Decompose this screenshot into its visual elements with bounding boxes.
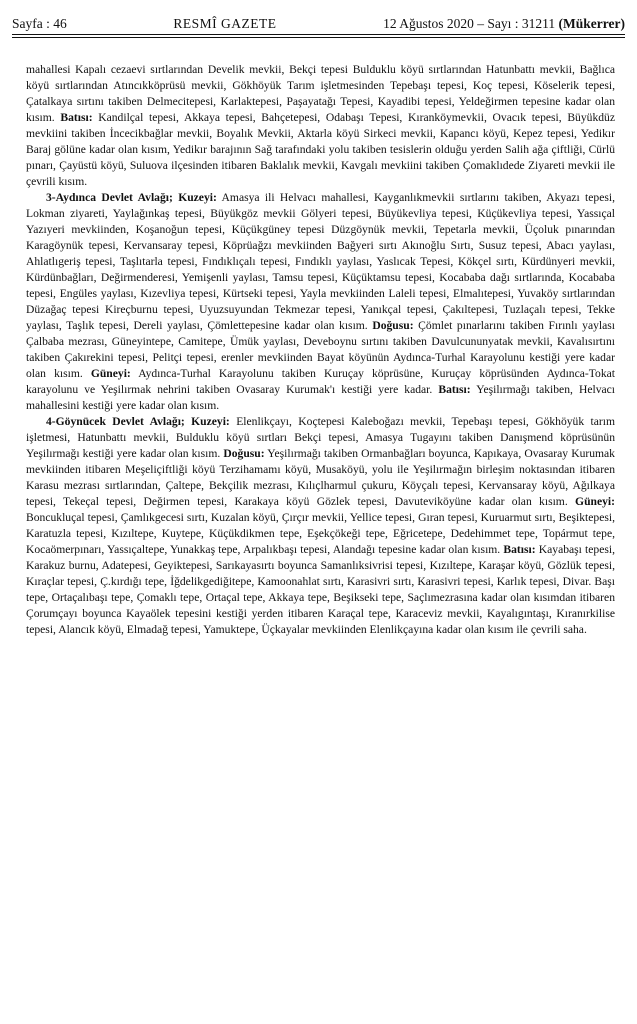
p3-text-3: Boncukluçal tepesi, Çamlıkgecesi sırtı, Kuzalan köyü, Çırçır mevkii, Yellice tepesi, Gıran tepesi, Kuruarmut sırtı, Beşiktepesi, Karatuzla tepesi, Kızıltepe, Kuytepe, Küçükdikmen tepe, Eşekçökeği tepe, Eğricetepe, Dedehimmet tepe, Topármut tepe, Kocaömerpınarı, Yassıçaltepe, Yunakkaş tepe, Arpalıkbaşı tepesi, Alandağı tepesine kadar olan kısım. [26, 511, 615, 556]
p3-label-east: Doğusu: [223, 447, 265, 460]
p3-text-1: Elenlikçayı, Koçtepesi Kaleboğazı mevkii, Tepebaşı tepesi, Gökhöyük tarım işletmesi, Hatunbattı mevkii, Bulduklu köyü sırtları Bekçi tepesi, Amasya Tugayını takiben Danışmend köprüsünün Yeşilırmağı kestiği yere kadar olan kısım. [26, 415, 615, 460]
paragraph-1 [26, 62, 615, 190]
p2-label-south: Güneyi: [90, 367, 131, 380]
p3-text-4: Kayabaşı tepesi, Karakuz burnu, Adatepesi, Geyiktepesi, Sarıkayasırtı boyunca Samanlıksivrisi tepesi, Kızıltepe, Karaşar köyü, Gözlük tepesi, Kıraçlar tepesi, Ç.kırdığı tepe, İğdelikgediğitepe, Kamoonahlat sırtı, Karasivri sırtı, Karasivri tepesi, Karlık tepesi, Divar. Başı tepe, Ortaçalıbaşı tepe, Çomaklı tepe, Ortaçal tepe, Akkaya tepe, Beşikseki tepe, Saçlımezrasına kadar olan kısımdan itibaren Çorumçayı boyunca Kayaölek tepesini kestiği yerden itibaren Karaçal tepe, Karaceviz mevkii, Kayalıgıntaşı, Kıranırkilise tepesi, Alancık köyü, Elmadağ tepesi, Yamuktepe, Üçkayalar mevkiinden Elenlikçayına kadar olan kısım ile çevrili saha. [26, 543, 615, 636]
gazette-title: RESMÎ GAZETE [173, 16, 277, 31]
p2-label-east: Doğusu: [372, 319, 414, 332]
document-body [26, 62, 615, 638]
p2-text-3: Aydınca-Turhal Karayolunu takiben Kuruçay köprüsüne, Kuruçay köprüsünden Aydınca-Tokat karayolunu ve Yeşilırmak nehrini takiben Ovasaray Kurumak'ı kestiği yere kadar. [26, 367, 615, 396]
p1-label-west: Batısı: [60, 111, 93, 124]
p1-text-2: Kandilçal tepesi, Akkaya tepesi, Bahçetepesi, Odabaşı Tepesi, Kıranköymevkii, Ovacık tepesi, Büyükdüz mevkiini takiben İncecikbağlar mevkii, Boyalık Mevkii, Aktarla köyü Sirkeci mevkii, Kapancı köyü, Kepez tepesi, Yedikır Baraj gölüne kadar olan kısım, Yedikır barajının Sağ tarafındaki yolu takiben tesislerin olduğu yerden Salih ağa çiftliği, Cürlü pınarı, Çayüstü köyü, Suluova ilçesinden itibaren Baklalık mevkii, Kavgalı mevkiini takiben Çomaklıdede Ziyareti mevkii ile çevrili kısım. [26, 111, 615, 188]
p3-label-south: Güneyi: [575, 495, 615, 508]
p3-text-2: Yeşilırmağı takiben Ormanbağları boyunca, Kapıkaya, Ovasaray Kurumak mevkiinden itibaren Meşeliçiftliği köyü Terzihamamı köyü, Musaköyü, yolu ile Yeşilırmağın birleşim noktasından itibaren Karasu mezrası sırtlarından, Çaltepe, Bekçilik mezrası, Kılıçlharmul çukuru, Köyçalı tepesi, Kervansaray köyü, Ağılkaya tepesi, Tekeçal tepesi, Değirmen tepesi, Karakaya köyü Gözlek tepesi, Davuteviköyüne kadar olan kısım. [26, 447, 615, 508]
paragraph-2 [26, 190, 615, 414]
issue-date-text: 12 Ağustos 2020 – Sayı : 31211 [383, 16, 556, 31]
page-number: Sayfa : 46 [12, 16, 67, 31]
paragraph-3 [26, 414, 615, 638]
p2-text-2: Çömlet pınarlarını takiben Fırınlı yaylası Çalbaba mezrası, Güneyintepe, Camitepe, Ümük yaylası, Deveboynu sırtını takiben Davulcununyatak mevkii, Kavalısırtını takiben Çakırekini tepesi, Pelitçi tepesi, erenler mevkiinden Bayat köyünün Aydınca-Turhal Karayolunu kestiği yere kadar olan kısım. [26, 319, 615, 380]
issue-date [383, 16, 625, 32]
header-rule-thick [12, 34, 625, 35]
p2-label-west: Batısı: [438, 383, 471, 396]
header-rule-thin [12, 37, 625, 38]
p2-text-1: Amasya ili Helvacı mahallesi, Kayganlıkmevkii sırtlarını takiben, Akyazı tepesi, Lokman ziyareti, Yaylağınkaş tepesi, Büyükgöz mevkii Gölyeri tepesi, Büyükevliya tepesi, Küçükevliya tepesi, Yassıçal Yazıyeri mevkiinden, Koşanoğun tepesi, Küçükgüney tepesi Düzgöynük mevkii, Tepetarla mevkii, Üçoluk pınarından Karagöynük tepesi, Kervansaray tepesi, Köprüağzı mevkiinden Bağyeri sırtı Akınoğlu Sırtı, Susuz tepesi, Abacı yaylası, Ahlatlıgeriş tepesi, Taşlıtarla tepesi, Fındıklıçalı tepesi, Fındıklı yaylası, Yaslıcak Tepesi, Kökçel sırtı, Kürdünyeri mevkii, Kürdünbağları, Değirmenderesi, Yemişenli yaylası, Tamsu tepesi, Küçüktamsu tepesi, Kocababa dağı sırtlarında, Kocababa tepesi, Engüles yaylası, Kızevliya tepesi, Kürtseki tepesi, Yayla mevkiinden Laleli tepesi, Elmalıtepesi, Yuvaköy sırtlarından Düzağaç tepesi Kireçburnu tepesi, Uyuzsuyundan Tekmezar tepesi, Yanıkçal tepesi, Çakıltepesi, Tuzlaçalı tepesi, Tekke yaylası, Taşlık tepesi, Dereli yaylası, Çömlettepesine kadar olan kısım. [26, 191, 615, 332]
p1-text-1: mahallesi Kapalı cezaevi sırtlarından Develik mevkii, Bekçi tepesi Bulduklu köyü sırtlarından Hatunbattı mevkii, Bağlıca köyü sırtlarından Atıncıkköprüsü mevkii, Gökhöyük Tarım işletmesinden Tepebaşı tepesi, Koç tepesi, Köselerik tepesi, Çatalkaya sırtını takiben Delmecitepesi, Karlaktepesi, Paşayatağı Tepesi, Kayadibi tepesi, Yeldeğirmen tepesine kadar olan kısım. [26, 63, 615, 124]
p3-heading: 4-Göynücek Devlet Avlağı; Kuzeyi: [46, 415, 230, 428]
p2-heading: 3-Aydınca Devlet Avlağı; Kuzeyi: [46, 191, 217, 204]
issue-edition: (Mükerrer) [558, 16, 625, 31]
p2-text-4: Yeşilırmağı takiben, Helvacı mahallesini kestiği yere kadar olan kısım. [26, 383, 616, 412]
p3-label-west: Batısı: [503, 543, 536, 556]
page-header [12, 10, 625, 32]
